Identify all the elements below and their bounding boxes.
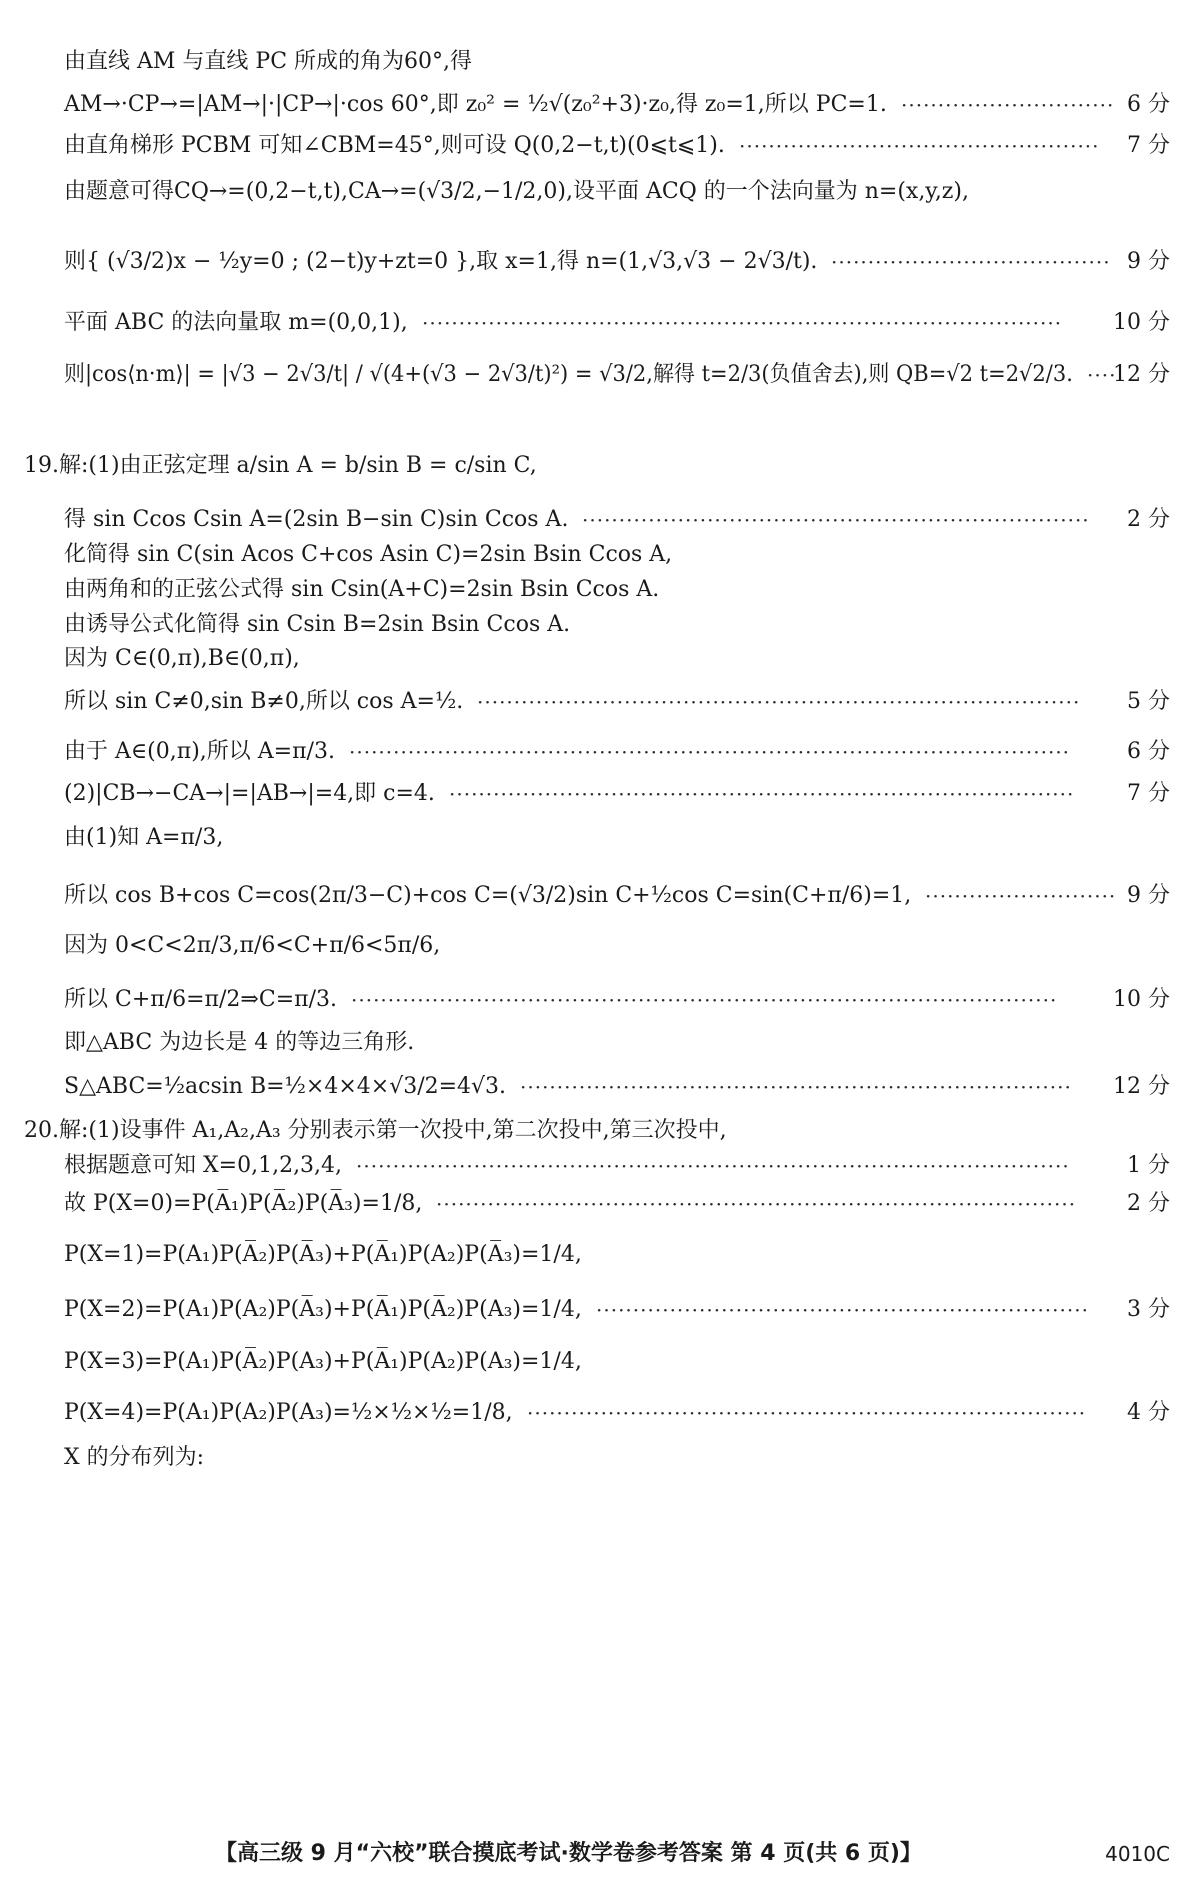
score-mark: 2 分 bbox=[1127, 507, 1170, 532]
line-text: 根据题意可知 X=0,1,2,3,4, bbox=[64, 1153, 343, 1178]
leader-dots: ································································································ bbox=[351, 988, 1058, 1012]
line-text: 所以 C+π/6=π/2⇒C=π/3. bbox=[64, 987, 337, 1012]
line-text: AM→·CP→=|AM→|·|CP→|·cos 60°,即 z₀² = ½√(z₀²+3)·z₀,得 z₀=1,所以 PC=1. bbox=[64, 92, 887, 117]
score-mark: 7 分 bbox=[1127, 133, 1170, 158]
score-mark: 6 分 bbox=[1127, 739, 1170, 764]
footer-title: 【高三级 9 月“六校”联合摸底考试·数学卷参考答案 第 4 页(共 6 页)】 bbox=[215, 1841, 922, 1866]
score-mark: 6 分 bbox=[1127, 92, 1170, 117]
score-mark: 9 分 bbox=[1127, 249, 1170, 274]
score-mark: 10 分 bbox=[1113, 987, 1170, 1012]
line-text: 由题意可得CQ→=(0,2−t,t),CA→=(√3/2,−1/2,0),设平面 ACQ 的一个法向量为 n=(x,y,z), bbox=[64, 179, 969, 204]
answer-line bbox=[0, 85, 1200, 125]
answer-line bbox=[0, 639, 1200, 679]
answer-line bbox=[0, 1393, 1200, 1433]
answer-line bbox=[0, 355, 1200, 395]
answer-line bbox=[0, 774, 1200, 814]
line-text: 即△ABC 为边长是 4 的等边三角形. bbox=[64, 1030, 415, 1055]
leader-dots: ····························· bbox=[901, 93, 1115, 117]
answer-line bbox=[0, 42, 1200, 82]
line-text: S△ABC=½acsin B=½×4×4×√3/2=4√3. bbox=[64, 1074, 507, 1099]
line-text: 因为 0<C<2π/3,π/6<C+π/6<5π/6, bbox=[64, 933, 441, 958]
line-text: 故 P(X=0)=P(A̅₁)P(A̅₂)P(A̅₃)=1/8, bbox=[64, 1191, 423, 1216]
leader-dots: ·························· bbox=[925, 884, 1117, 908]
answer-line bbox=[0, 926, 1200, 966]
score-mark: 4 分 bbox=[1127, 1400, 1170, 1425]
line-text: 由于 A∈(0,π),所以 A=π/3. bbox=[64, 739, 335, 764]
line-text: 得 sin Ccos Csin A=(2sin B−sin C)sin Ccos A. bbox=[64, 507, 569, 532]
score-mark: 5 分 bbox=[1127, 689, 1170, 714]
footer-code: 4010C bbox=[1105, 1842, 1170, 1866]
leader-dots: ······················································································· bbox=[436, 1192, 1077, 1216]
line-text: 由诱导公式化简得 sin Csin B=2sin Bsin Ccos A. bbox=[64, 612, 571, 637]
leader-dots: ··································································· bbox=[596, 1298, 1089, 1322]
leader-dots: ····················································································· bbox=[449, 782, 1075, 806]
score-mark: 7 分 bbox=[1127, 781, 1170, 806]
score-mark: 3 分 bbox=[1127, 1297, 1170, 1322]
leader-dots: ············································································ bbox=[527, 1401, 1087, 1425]
score-mark: 10 分 bbox=[1113, 310, 1170, 335]
page-footer bbox=[0, 1834, 1200, 1874]
answer-line bbox=[0, 682, 1200, 722]
answer-line bbox=[0, 535, 1200, 575]
leader-dots: ······································ bbox=[831, 250, 1111, 274]
answer-line bbox=[0, 732, 1200, 772]
answer-line bbox=[0, 500, 1200, 540]
score-mark: 9 分 bbox=[1127, 883, 1170, 908]
line-text: 由两角和的正弦公式得 sin Csin(A+C)=2sin Bsin Ccos A. bbox=[64, 577, 660, 602]
leader-dots: ···· bbox=[1087, 363, 1117, 387]
line-text: 20.解:(1)设事件 A₁,A₂,A₃ 分别表示第一次投中,第二次投中,第三次投中, bbox=[24, 1118, 727, 1143]
answer-line bbox=[0, 980, 1200, 1020]
answer-line bbox=[0, 1184, 1200, 1224]
leader-dots: ················································· bbox=[739, 134, 1100, 158]
leader-dots: ······················································································· bbox=[422, 311, 1063, 335]
line-text: X 的分布列为: bbox=[64, 1445, 205, 1470]
line-text: 因为 C∈(0,π),B∈(0,π), bbox=[64, 646, 300, 671]
answer-line bbox=[0, 172, 1200, 212]
answer-line bbox=[0, 1023, 1200, 1063]
answer-line bbox=[0, 1290, 1200, 1330]
leader-dots: ··········································································· bbox=[520, 1075, 1072, 1099]
answer-line bbox=[0, 1235, 1200, 1275]
line-text: 平面 ABC 的法向量取 m=(0,0,1), bbox=[64, 310, 408, 335]
line-text: 化简得 sin C(sin Acos C+cos Asin C)=2sin Bsin Ccos A, bbox=[64, 542, 673, 567]
line-text: P(X=2)=P(A₁)P(A₂)P(A̅₃)+P(A̅₁)P(A̅₂)P(A₃)=1/4, bbox=[64, 1297, 582, 1322]
score-mark: 12 分 bbox=[1113, 1074, 1170, 1099]
line-text: (2)|CB→−CA→|=|AB→|=4,即 c=4. bbox=[64, 781, 435, 806]
score-mark: 2 分 bbox=[1127, 1191, 1170, 1216]
answer-line bbox=[0, 570, 1200, 610]
answer-line bbox=[0, 1146, 1200, 1186]
line-text: 由(1)知 A=π/3, bbox=[64, 825, 224, 850]
answer-line bbox=[0, 876, 1200, 916]
line-text: P(X=4)=P(A₁)P(A₂)P(A₃)=½×½×½=1/8, bbox=[64, 1400, 513, 1425]
answer-line bbox=[0, 818, 1200, 858]
line-text: 所以 sin C≠0,sin B≠0,所以 cos A=½. bbox=[64, 689, 464, 714]
leader-dots: ····································································· bbox=[582, 508, 1090, 532]
line-text: 由直线 AM 与直线 PC 所成的角为60°,得 bbox=[64, 49, 473, 74]
line-text: 则|cos⟨n·m⟩| = |√3 − 2√3/t| / √(4+(√3 − 2√3/t)²) = √3/2,解得 t=2/3(负值舍去),则 QB=√2 t=2√2/3. bbox=[64, 362, 1073, 387]
line-text: P(X=3)=P(A₁)P(A̅₂)P(A₃)+P(A̅₁)P(A₂)P(A₃)=1/4, bbox=[64, 1349, 582, 1374]
answer-line bbox=[0, 1438, 1200, 1478]
leader-dots: ·································································································· bbox=[349, 740, 1071, 764]
score-mark: 1 分 bbox=[1127, 1153, 1170, 1178]
answer-line bbox=[0, 303, 1200, 343]
leader-dots: ································································································· bbox=[356, 1154, 1070, 1178]
score-mark: 12 分 bbox=[1113, 362, 1170, 387]
answer-line bbox=[0, 446, 1200, 486]
answer-line bbox=[0, 126, 1200, 166]
line-text: 19.解:(1)由正弦定理 a/sin A = b/sin B = c/sin C, bbox=[24, 453, 537, 478]
answer-line bbox=[0, 242, 1200, 282]
answer-line bbox=[0, 1067, 1200, 1107]
answer-line bbox=[0, 1111, 1200, 1151]
line-text: 则{ (√3/2)x − ½y=0 ; (2−t)y+zt=0 },取 x=1,得 n=(1,√3,√3 − 2√3/t). bbox=[64, 249, 818, 274]
line-text: P(X=1)=P(A₁)P(A̅₂)P(A̅₃)+P(A̅₁)P(A₂)P(A̅₃)=1/4, bbox=[64, 1242, 582, 1267]
answer-line bbox=[0, 1342, 1200, 1382]
line-text: 所以 cos B+cos C=cos(2π/3−C)+cos C=(√3/2)sin C+½cos C=sin(C+π/6)=1, bbox=[64, 883, 912, 908]
line-text: 由直角梯形 PCBM 可知∠CBM=45°,则可设 Q(0,2−t,t)(0⩽t⩽1). bbox=[64, 133, 725, 158]
leader-dots: ·················································································· bbox=[477, 690, 1081, 714]
